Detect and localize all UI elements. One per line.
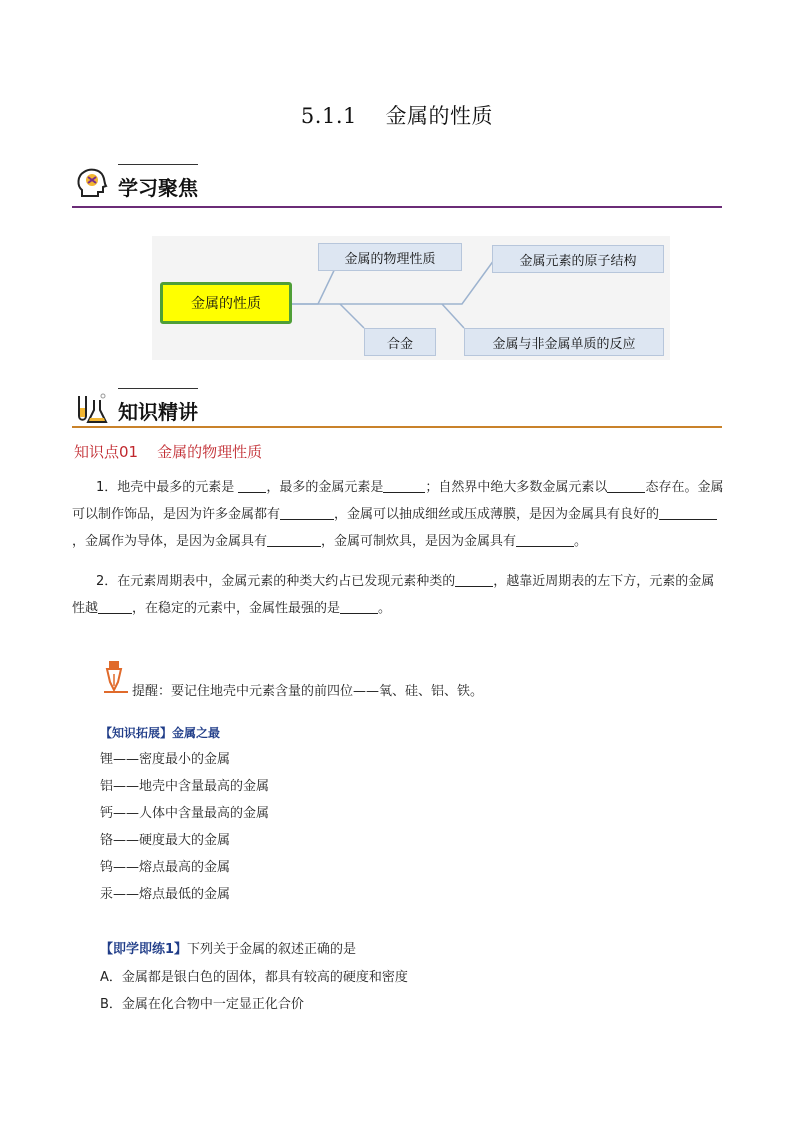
mind-map-main-node: 金属的性质: [160, 282, 292, 324]
pen-nib-icon: [100, 660, 130, 696]
paragraph-1: [72, 474, 724, 555]
section-title: 知识精讲: [118, 400, 198, 424]
fill-blank[interactable]: [267, 532, 321, 547]
exercise-option-b[interactable]: B．金属在化合物中一定显正化合价: [100, 997, 304, 1012]
mind-map-node-nonmetal-reaction: 金属与非金属单质的反应: [464, 328, 664, 356]
mind-map: [152, 236, 670, 360]
fill-blank[interactable]: [238, 478, 266, 493]
exercise-tag: 【即学即练1】: [100, 942, 188, 957]
text-segment: ，金属可以抽成细丝或压成薄膜，是因为金属具有良好的: [334, 507, 660, 522]
text-segment: ，最多的金属元素是: [266, 480, 384, 495]
exercise-question-text: 下列关于金属的叙述正确的是: [187, 942, 357, 957]
list-item: 钨——熔点最高的金属: [100, 860, 231, 875]
list-item: 铝——地壳中含量最高的金属: [100, 779, 270, 794]
exercise-option-a[interactable]: A．金属都是银白色的固体，都具有较高的硬度和密度: [100, 970, 408, 985]
text-segment: ，金属可制炊具，是因为金属具有: [321, 534, 517, 549]
text-segment: 。: [378, 601, 392, 616]
lab-flask-icon: [74, 390, 110, 426]
mind-map-node-atomic-structure: 金属元素的原子结构: [492, 245, 664, 273]
section-divider: [72, 206, 722, 208]
text-segment: 态存在。金属可以制作饰品，是因为许多金属都有: [72, 480, 724, 522]
tip-box: [100, 660, 700, 700]
fill-blank[interactable]: [516, 532, 574, 547]
header-accent-line: [118, 164, 198, 165]
text-segment: ，在稳定的元素中，金属性最强的是: [132, 601, 341, 616]
tip-text: 提醒：要记住地壳中元素含量的前四位——氧、硅、铝、铁。: [132, 684, 484, 699]
text-segment: 。: [574, 534, 588, 549]
text-segment: 1．地壳中最多的元素是: [96, 480, 239, 495]
extension-list: [100, 746, 269, 908]
mind-map-node-physical-properties: 金属的物理性质: [318, 243, 462, 271]
list-item: 铬——硬度最大的金属: [100, 833, 231, 848]
text-segment: 2．在元素周期表中，金属元素的种类大约占已发现元素种类的: [96, 574, 456, 589]
list-item: 钙——人体中含量最高的金属: [100, 806, 270, 821]
section-divider: [72, 426, 722, 428]
list-item: 锂——密度最小的金属: [100, 752, 231, 767]
fill-blank[interactable]: [607, 478, 645, 493]
fill-blank[interactable]: [98, 599, 132, 614]
fill-blank[interactable]: [280, 505, 334, 520]
paragraph-2: [72, 568, 724, 622]
text-segment: ；自然界中绝大多数金属元素以: [425, 480, 608, 495]
extension-title: 【知识拓展】金属之最: [100, 726, 221, 740]
section-title: 学习聚焦: [118, 176, 198, 200]
brain-head-icon: [74, 166, 110, 202]
fill-blank[interactable]: [340, 599, 378, 614]
exercise-question: [100, 938, 356, 957]
section-header-focus: [72, 164, 722, 208]
list-item: 汞——熔点最低的金属: [100, 887, 231, 902]
fill-blank[interactable]: [659, 505, 717, 520]
fill-blank[interactable]: [383, 478, 425, 493]
header-accent-line: [118, 388, 198, 389]
fill-blank[interactable]: [455, 572, 493, 587]
text-segment: ，越靠近周期表的左下方，元素的金属性越: [72, 574, 715, 616]
text-segment: ，金属作为导体，是因为金属具有: [72, 534, 268, 549]
page-title: 5.1.1 金属的性质: [300, 104, 494, 128]
mind-map-node-alloy: 合金: [364, 328, 436, 356]
knowledge-point-title: 知识点01 金属的物理性质: [74, 443, 263, 461]
